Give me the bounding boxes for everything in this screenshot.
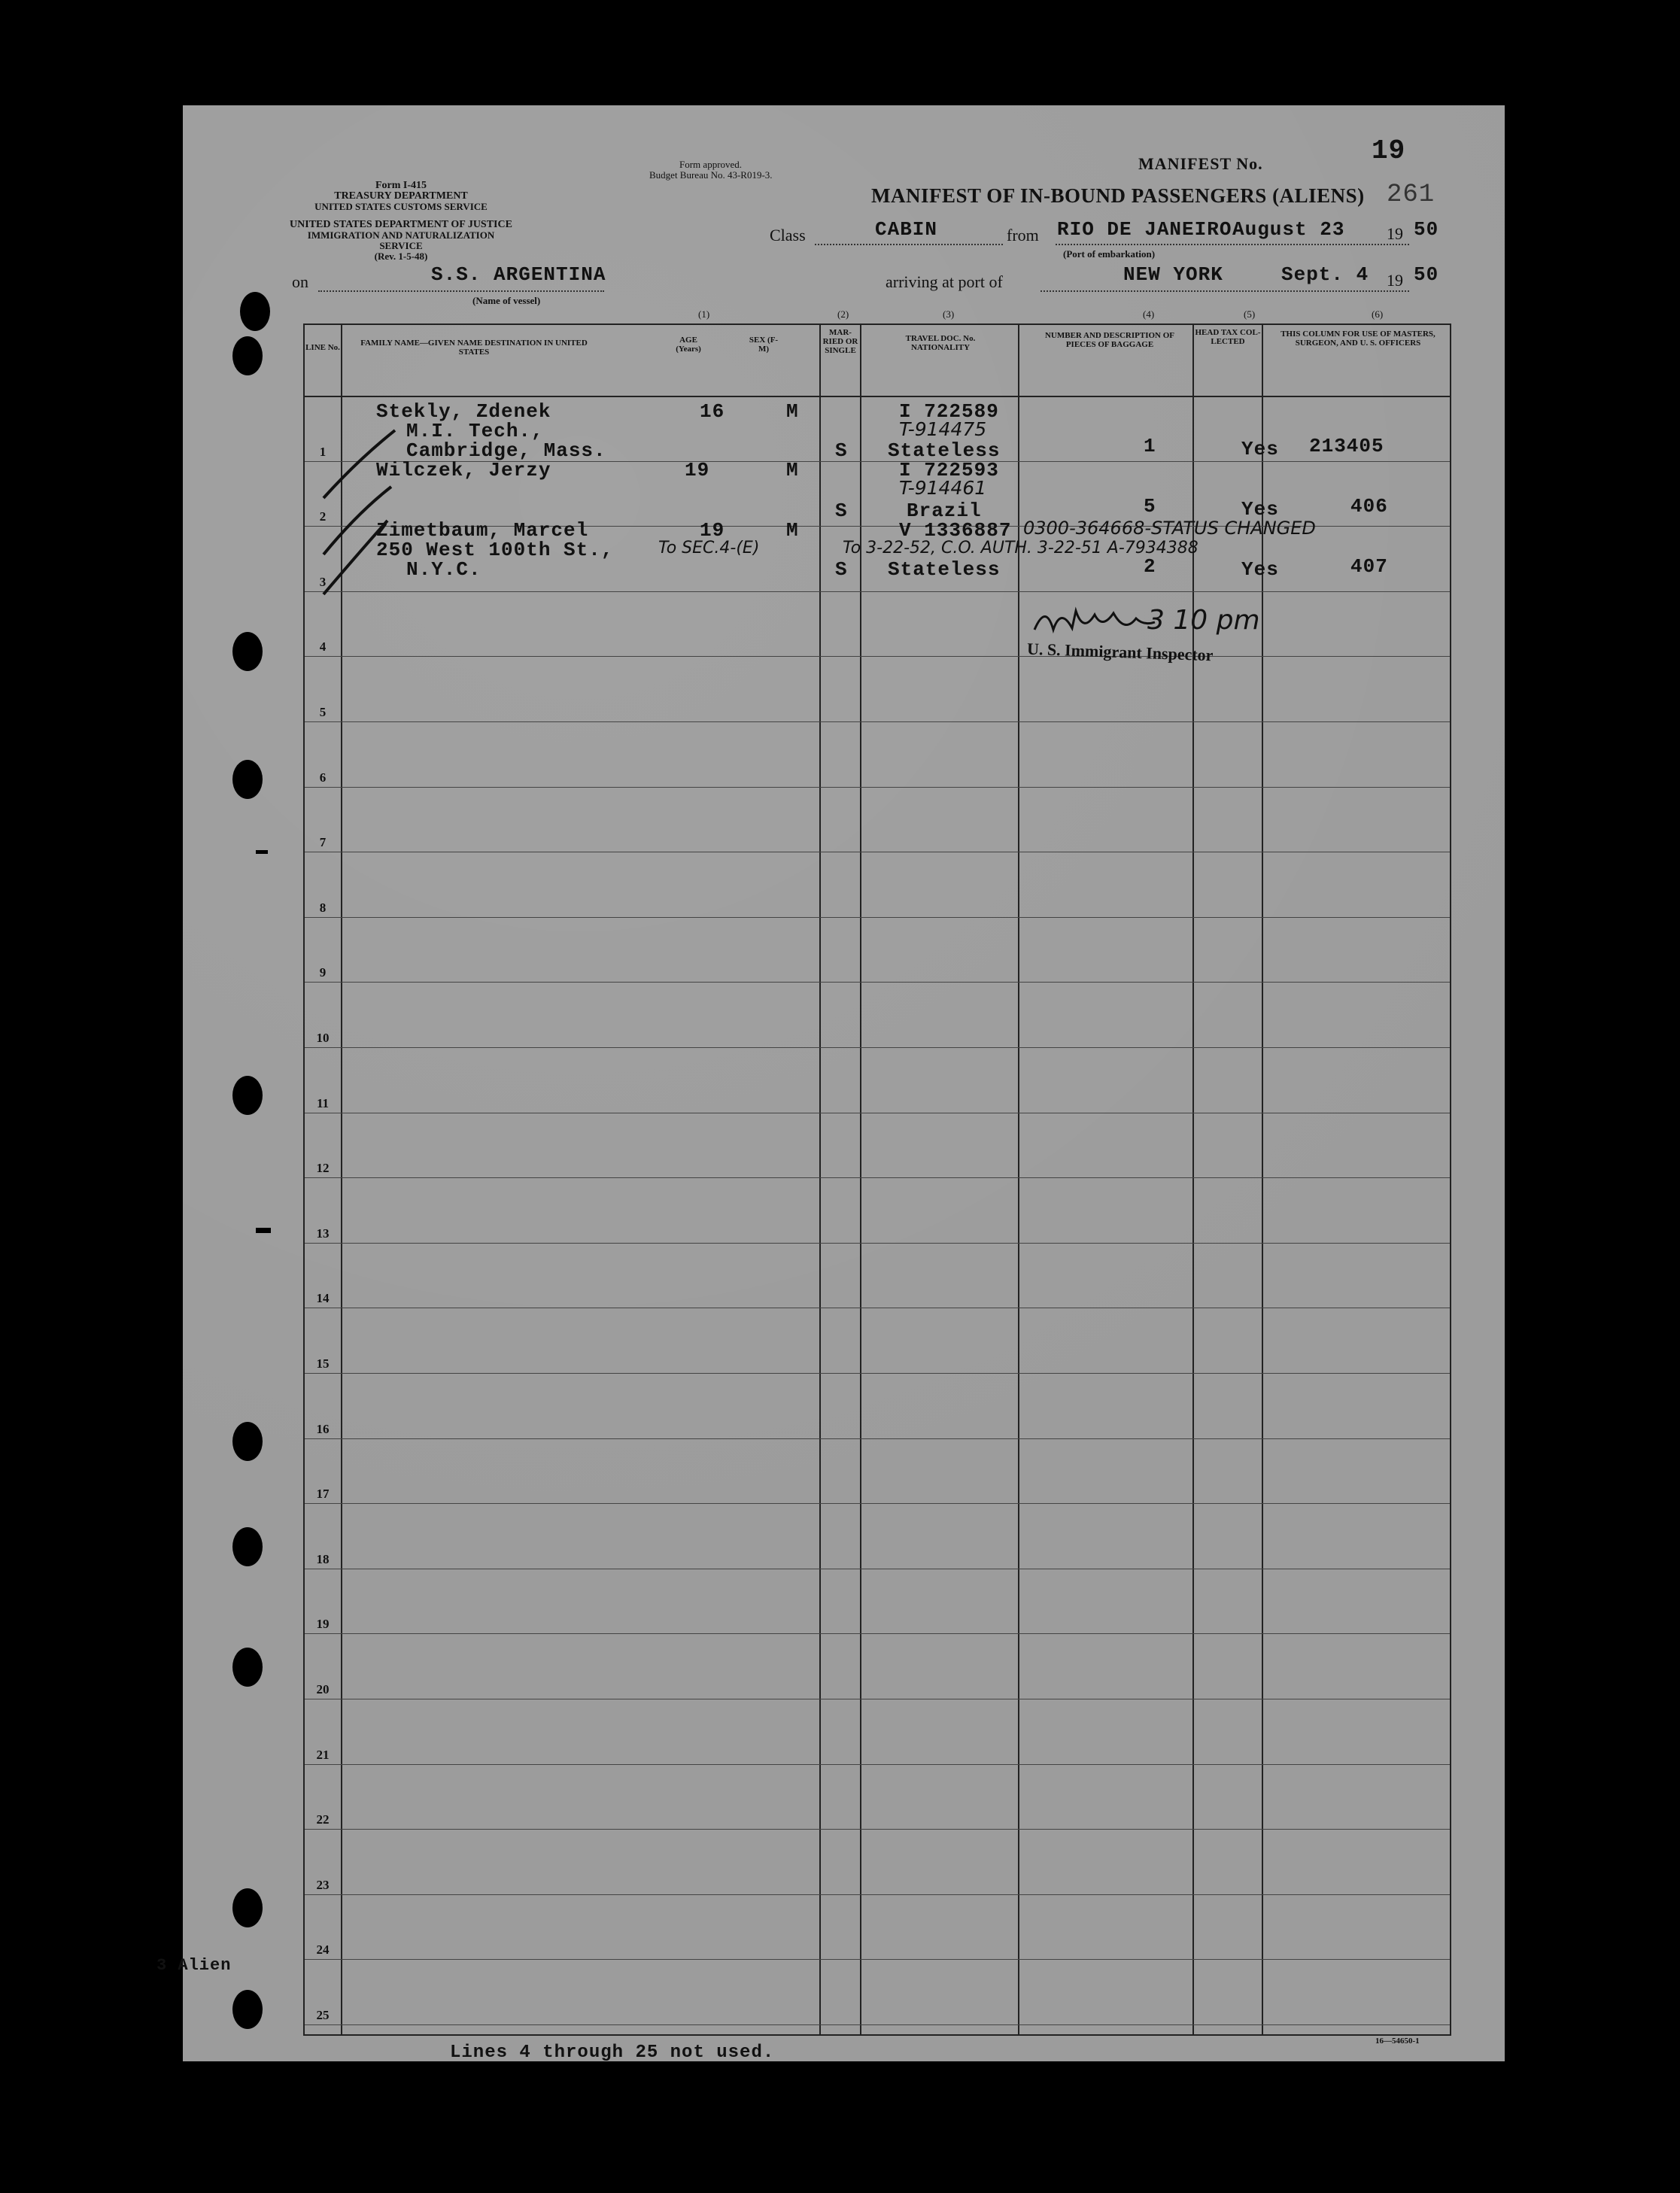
- column-divider: [860, 325, 861, 2034]
- row-divider: [305, 591, 1450, 592]
- header-separator: [305, 396, 1450, 397]
- passenger-destination: M.I. Tech.,: [406, 420, 544, 442]
- column-divider: [1018, 325, 1019, 2034]
- line-number: 2: [319, 509, 327, 524]
- officer-number: 213405: [1309, 435, 1384, 457]
- binder-hole: [232, 1527, 263, 1566]
- row-divider: [305, 1503, 1450, 1504]
- arrival-line: [1041, 290, 1409, 292]
- row-divider: [305, 721, 1450, 722]
- inspector-caption: U. S. Immigrant Inspector: [1026, 639, 1214, 665]
- vessel-name: S.S. ARGENTINA: [431, 263, 606, 286]
- col-number-1: (1): [698, 308, 710, 320]
- binder-hole: [240, 292, 270, 331]
- line-number: 25: [316, 2008, 330, 2022]
- binder-hole: [232, 1648, 263, 1687]
- line-number: 13: [316, 1226, 330, 1241]
- line-number: 5: [319, 705, 327, 719]
- row-divider: [305, 1633, 1450, 1634]
- line-number: 17: [316, 1487, 330, 1502]
- passenger-marital: S: [835, 500, 848, 522]
- col-header-married: MAR-RIED OR SINGLE: [822, 328, 858, 355]
- line-number: 16: [316, 1421, 330, 1436]
- inspector-signature: [1031, 600, 1159, 645]
- approved-label: Form approved.: [679, 159, 743, 170]
- line-number: 23: [316, 1877, 330, 1892]
- arrival-year: 50: [1414, 263, 1439, 286]
- arrival-date: Sept. 4: [1281, 263, 1369, 286]
- row-divider: [305, 1764, 1450, 1765]
- class-value: CABIN: [875, 218, 938, 241]
- treasury-dept: TREASURY DEPARTMENT: [334, 190, 468, 202]
- line-number: 8: [319, 900, 327, 915]
- doj-header: [288, 220, 514, 262]
- row-divider: [305, 1373, 1450, 1374]
- arriving-label: arriving at port of: [886, 272, 1003, 291]
- officer-number: 406: [1350, 495, 1388, 518]
- port-of-embarkation: RIO DE JANEIRO: [1057, 218, 1232, 241]
- punch-mark: [256, 1228, 271, 1233]
- baggage-count: 5: [1144, 495, 1156, 518]
- col-header-age: AGE (Years): [676, 336, 701, 354]
- line-number: 20: [316, 1682, 330, 1696]
- page-number: 261: [1387, 181, 1435, 209]
- authorization-note: To 3-22-52, C.O. AUTH. 3-22-51 A-7934388: [843, 539, 1198, 557]
- col-header-baggage: NUMBER AND DESCRIPTION OF PIECES OF BAGGAGE: [1044, 331, 1175, 349]
- status-change-note: 0300-364668-STATUS CHANGED: [1023, 518, 1316, 539]
- revision-label: (Rev. 1-5-48): [374, 251, 428, 262]
- manifest-number-label: MANIFEST No.: [1138, 154, 1263, 173]
- row-divider: [305, 656, 1450, 657]
- class-label: Class: [770, 226, 806, 245]
- line-number: 12: [316, 1161, 330, 1176]
- passenger-table: [303, 323, 1451, 2036]
- row-divider: [305, 1047, 1450, 1048]
- baggage-count: 2: [1144, 555, 1156, 578]
- row-divider: [305, 1959, 1450, 1960]
- passenger-marital: S: [835, 558, 848, 581]
- form-code: 16—54650-1: [1375, 2037, 1420, 2046]
- line-number: 9: [319, 965, 327, 980]
- from-label: from: [1007, 226, 1039, 245]
- passenger-destination: Cambridge, Mass.: [406, 439, 606, 462]
- row-divider: [305, 1829, 1450, 1830]
- manifest-number: 19: [1372, 135, 1406, 166]
- departure-year: 50: [1414, 218, 1439, 241]
- form-number-header: [303, 181, 499, 212]
- col-number-2: (2): [837, 308, 849, 320]
- col-number-6: (6): [1372, 308, 1384, 320]
- passenger-nationality: Stateless: [888, 439, 1001, 462]
- passenger-name: Zimetbaum, Marcel: [376, 519, 589, 542]
- year-prefix: 19: [1387, 224, 1403, 243]
- port-caption: (Port of embarkation): [1063, 248, 1156, 260]
- passenger-destination: 250 West 100th St.,: [376, 539, 614, 561]
- passenger-age: 19: [685, 459, 710, 481]
- col-number-4: (4): [1143, 308, 1155, 320]
- passenger-sex: M: [786, 459, 799, 481]
- col-header-officers: THIS COLUMN FOR USE OF MASTERS, SURGEON, AND U. S. OFFICERS: [1281, 330, 1435, 348]
- row-divider: [305, 917, 1450, 918]
- passenger-sex: M: [786, 400, 799, 423]
- line-number: 3: [319, 574, 327, 589]
- page-title: MANIFEST OF IN-BOUND PASSENGERS (ALIENS): [871, 184, 1365, 207]
- column-number-row: [303, 308, 1448, 323]
- officer-number: 407: [1350, 555, 1388, 578]
- passenger-age: 19: [700, 519, 725, 542]
- column-divider: [819, 325, 821, 2034]
- check-marks: [305, 415, 425, 596]
- row-divider: [305, 982, 1450, 983]
- vessel-caption: (Name of vessel): [472, 295, 541, 306]
- ins-label: IMMIGRATION AND NATURALIZATION SERVICE: [307, 229, 495, 251]
- head-tax: Yes: [1241, 558, 1279, 581]
- passenger-nationality: Stateless: [888, 558, 1001, 581]
- head-tax: Yes: [1241, 438, 1279, 460]
- passenger-marital: S: [835, 439, 848, 462]
- line-number: 15: [316, 1356, 330, 1371]
- passenger-age: 16: [700, 400, 725, 423]
- row-divider: [305, 2024, 1450, 2025]
- form-number: Form I-415: [375, 180, 427, 191]
- col-header-head-tax: HEAD TAX COL-LECTED: [1195, 328, 1261, 346]
- alien-count-note: 3 Alien: [156, 1956, 232, 1975]
- line-number: 24: [316, 1942, 330, 1958]
- passenger-destination: N.Y.C.: [406, 558, 482, 581]
- year-prefix: 19: [1387, 271, 1403, 290]
- binder-hole: [232, 1076, 263, 1115]
- approval-note: [649, 159, 800, 181]
- column-divider: [1262, 325, 1263, 2034]
- col-header-travel-doc: TRAVEL DOC. No. NATIONALITY: [905, 334, 976, 352]
- doj-label: UNITED STATES DEPARTMENT OF JUSTICE: [290, 219, 512, 230]
- line-number: 19: [316, 1617, 330, 1632]
- travel-doc-number: I 722593: [899, 459, 999, 481]
- arrival-port: NEW YORK: [1123, 263, 1223, 286]
- line-number: 4: [319, 639, 327, 655]
- travel-doc-number: V 1336887: [899, 519, 1012, 542]
- line-number: 10: [316, 1031, 330, 1045]
- passenger-nationality: Brazil: [907, 500, 982, 522]
- binder-hole: [232, 1888, 263, 1927]
- class-line: [815, 244, 1003, 245]
- row-divider: [305, 1438, 1450, 1439]
- travel-doc-number: I 722589: [899, 400, 999, 423]
- from-line: [1056, 244, 1409, 245]
- col-header-name: FAMILY NAME—GIVEN NAME DESTINATION IN UNITED STATES: [360, 339, 588, 357]
- binder-hole: [232, 336, 263, 375]
- col-header-sex: SEX (F-M): [749, 336, 779, 354]
- baggage-count: 1: [1144, 435, 1156, 457]
- binder-hole: [138, 286, 168, 325]
- binder-hole: [232, 1422, 263, 1461]
- handwritten-doc-number: T-914461: [899, 477, 987, 499]
- passenger-name: Wilczek, Jerzy: [376, 459, 551, 481]
- signature-time: 3 10 pm: [1147, 605, 1260, 636]
- head-tax: Yes: [1241, 498, 1279, 521]
- handwritten-doc-number: T-914475: [899, 418, 987, 440]
- row-divider: [305, 1177, 1450, 1178]
- binder-hole: [232, 760, 263, 799]
- section-note: To SEC.4-(E): [658, 539, 760, 557]
- manifest-page: [156, 105, 1505, 2063]
- binder-hole: [232, 1990, 263, 2029]
- col-header-line: LINE No.: [305, 343, 340, 352]
- line-number: 22: [316, 1812, 330, 1827]
- col-number-3: (3): [943, 308, 955, 320]
- row-divider: [305, 787, 1450, 788]
- line-number: 21: [316, 1747, 330, 1762]
- line-number: 14: [316, 1291, 330, 1306]
- line-number: 18: [316, 1551, 330, 1566]
- col-number-5: (5): [1244, 308, 1256, 320]
- budget-bureau: Budget Bureau No. 43-R019-3.: [649, 169, 773, 181]
- line-number: 7: [319, 835, 327, 850]
- column-divider: [1192, 325, 1194, 2034]
- punch-mark: [256, 850, 268, 854]
- departure-date: August 23: [1232, 218, 1345, 241]
- row-divider: [305, 1894, 1450, 1895]
- on-label: on: [292, 272, 308, 291]
- row-divider: [305, 1243, 1450, 1244]
- passenger-sex: M: [786, 519, 799, 542]
- customs-service: UNITED STATES CUSTOMS SERVICE: [314, 201, 488, 212]
- line-number: 6: [319, 770, 327, 785]
- lines-not-used-note: Lines 4 through 25 not used.: [450, 2043, 775, 2063]
- line-number: 1: [319, 444, 327, 459]
- passenger-name: Stekly, Zdenek: [376, 400, 551, 423]
- vessel-line: [318, 290, 604, 292]
- line-number: 11: [316, 1095, 330, 1110]
- binder-hole: [232, 632, 263, 671]
